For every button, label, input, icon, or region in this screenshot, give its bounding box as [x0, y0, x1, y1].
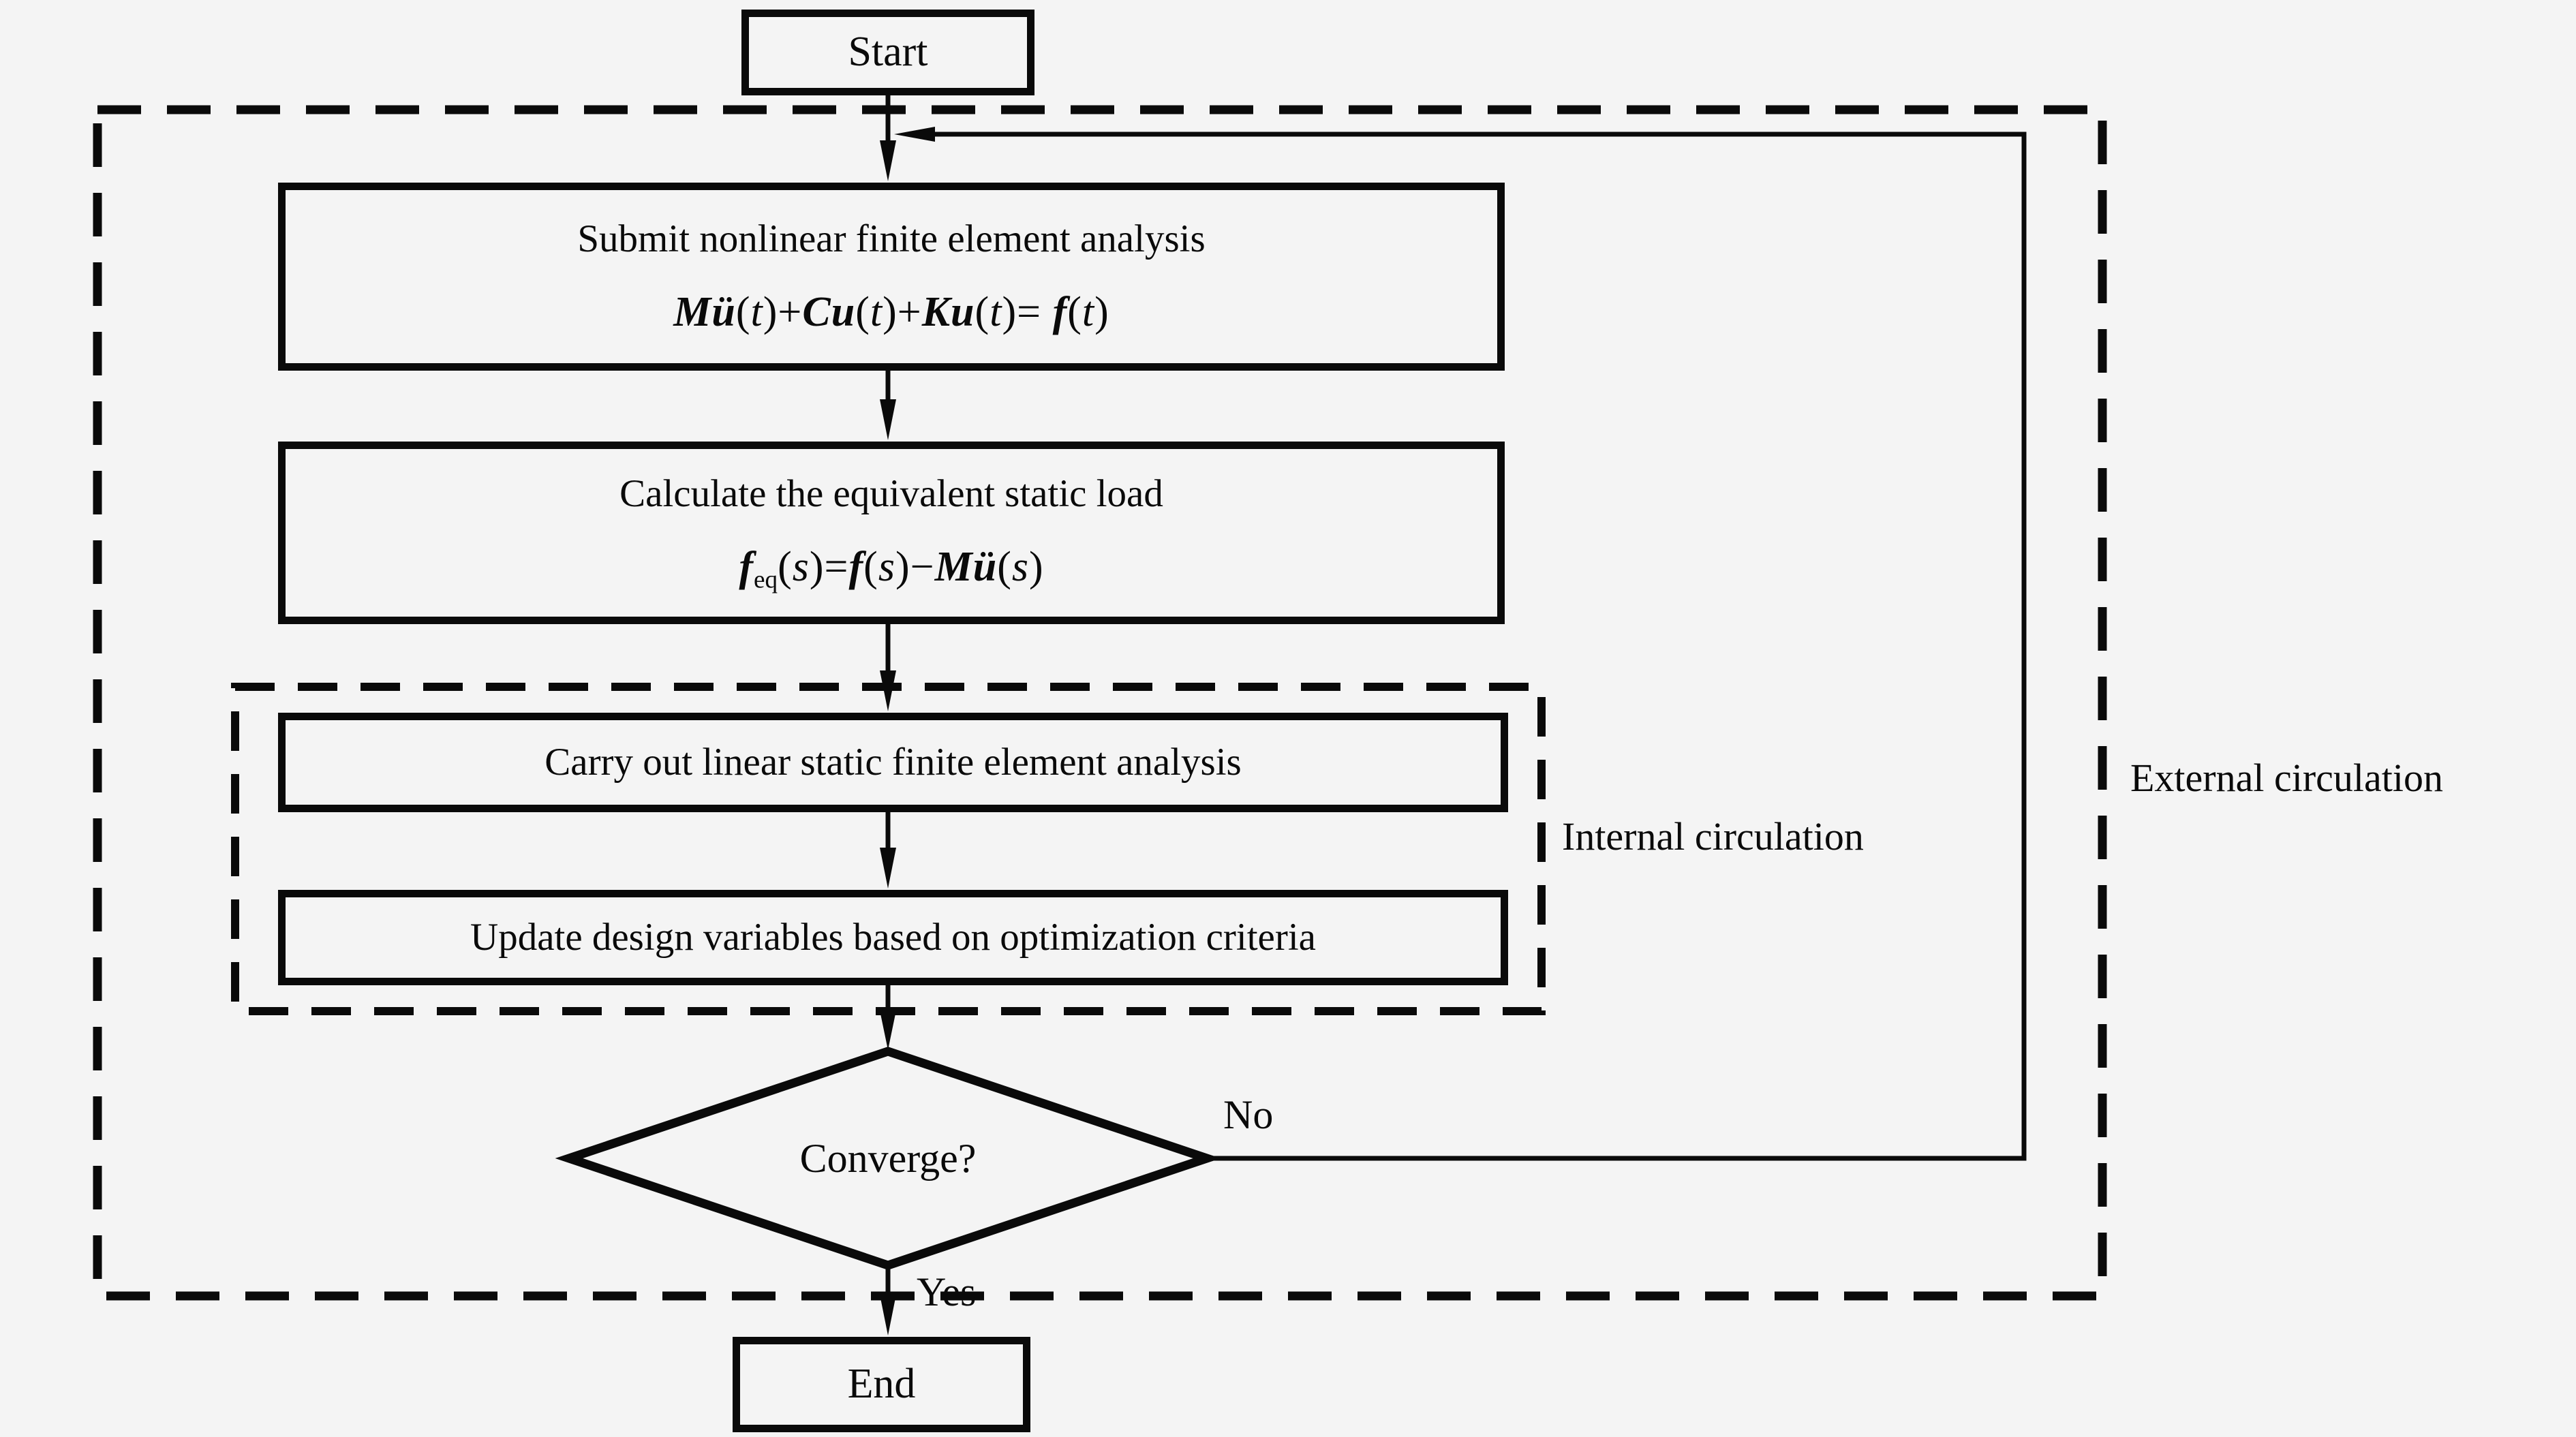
arrowhead-update-to-converge: [880, 1010, 896, 1050]
submit-title: Submit nonlinear finite element analysis: [577, 217, 1206, 260]
process-linear-static-fea: [278, 713, 1508, 812]
calculate-equation: feq(s)=f(s)−Mü(s): [739, 544, 1044, 594]
arrowhead-start-to-submit: [880, 140, 896, 181]
arrowhead-submit-to-calculate: [880, 399, 896, 440]
edge-label-yes: Yes: [917, 1269, 977, 1314]
end-label: End: [847, 1361, 916, 1408]
arrowhead-no-loop: [894, 127, 935, 142]
update-label: Update design variables based on optimization criteria: [470, 916, 1316, 959]
arrowhead-converge-to-end: [880, 1295, 896, 1335]
process-update-design-variables: [278, 890, 1508, 985]
internal-circulation-label: Internal circulation: [1562, 814, 1864, 859]
end-node: [733, 1337, 1030, 1432]
arrowhead-linear-to-update: [880, 848, 896, 889]
linear-label: Carry out linear static finite element analysis: [545, 741, 1242, 784]
process-calculate-equivalent-static-load: [278, 442, 1505, 624]
start-label: Start: [848, 29, 928, 76]
start-node: [741, 10, 1034, 95]
submit-equation: Mü(t)+Cu(t)+Ku(t)= f(t): [673, 288, 1109, 335]
external-circulation-label: External circulation: [2130, 756, 2443, 800]
decision-converge-label: Converge?: [799, 1135, 977, 1181]
calculate-title: Calculate the equivalent static load: [619, 472, 1163, 515]
process-submit-nonlinear-fea: [278, 183, 1505, 371]
edge-label-no: No: [1223, 1092, 1274, 1137]
